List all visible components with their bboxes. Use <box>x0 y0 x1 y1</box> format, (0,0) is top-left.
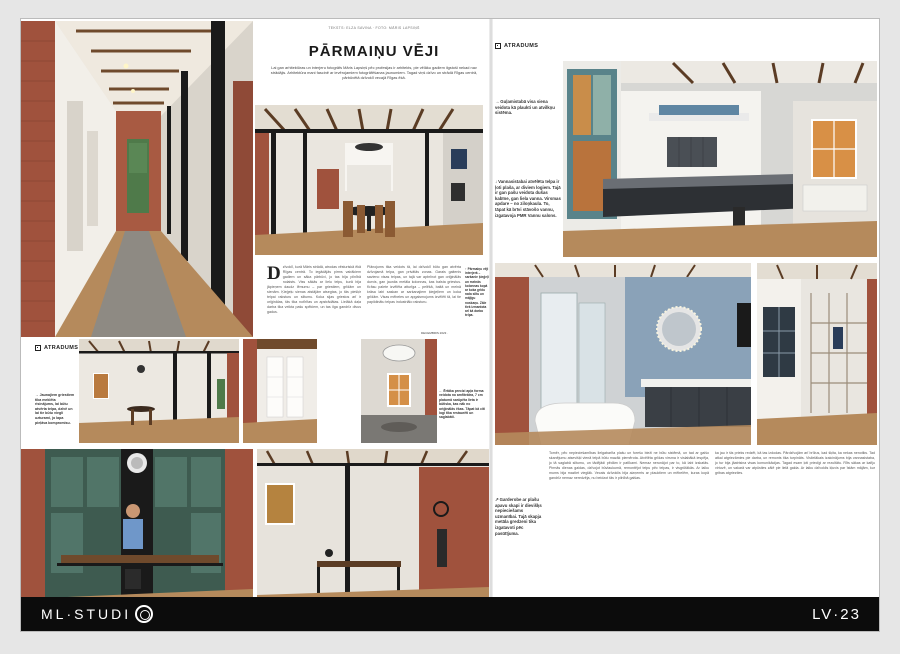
arrow-up-right-icon: ↗ <box>495 497 499 502</box>
magazine-spread <box>20 18 880 632</box>
caption-window: ←Ērtāka precizi apļa forma veidota no amfiteātra, 7 cm platumā sarūpēta lieta ir būtiska, kas nāk no oriģinālās ēkas. Tāpat kā citi logi tika restaurēti un saglabāti. <box>439 389 485 420</box>
arrow-right-icon: → <box>495 99 500 104</box>
brand-logo: ML·STUDI <box>41 605 153 623</box>
kicker-left: ATRADUMS <box>35 345 78 351</box>
photo-bedroom <box>563 61 877 257</box>
photo-wardrobe <box>757 263 877 445</box>
caption-bathroom: ↓Vannasistabai atvēlēta telpa ir ļoti plaša, ar diviem logiem. Tajā ir gan pašu veidota dušas kabīne, gan liela vanna. Virsmas apdare – no ziloņkaula. To, tāpat kā brīvi stāvošo vannu, izgatavoja PMR Vannu salons. <box>495 179 561 218</box>
photo-bathroom <box>495 263 751 445</box>
arrow-left-icon: ← <box>439 389 443 393</box>
photo-living-room <box>255 105 483 255</box>
article-column-right: Plānojums tika veidots tā, lai dzīvoklī būtu gan atvērta dzīvojamā telpa, gan privātās zonas. Garais gaitenis savieno visas telpas, un tajā var apbrīnot gan oriģinālās durvis, gan jaunās metāla kolonnas, kas balsta griestus. Krāsu palete izvēlēta atturīga – pelēkā, baltā un melnā krāsa labi saskan ar sarkanajiem ķieģeļiem un koka grīdām. Visas mēbeles un apgaismojums izvēlēti tā, lai tie papildinātu telpas industriālo raksturu. <box>367 265 461 305</box>
square-icon <box>495 43 501 49</box>
photo-studio <box>21 449 253 615</box>
kicker-right: ATRADUMS <box>495 43 538 49</box>
photo-corridor <box>21 21 253 337</box>
right-column-1: Tomēr, pēc nepieciešamības lielgabarīta plašu un forešu bieži ne būtu sistēmā, un tad ar gaišo skanējumu atsevišķi vienā telpā būtu mazāk piemērota. Atvēlēta grīdas virsma ir vislabākā iespēja, jo tā saglabā siltumu, un tādējādi pēdām ir patīkami. Nemaz nerunājot par to, kā labi izskatās. Pirmās dienas gaidas, dzīvojot būvlaukumā, remontējot telpu pēc telpas, ir visgrūtākās. Ar laiku mums bija mazliet vieglāk. Vecais dzīvoklis bija aizņemts ar plauktiem un mēbelēm, kuras kopā gandrīz nemaz neredzēja, nu beidzot tās ir pilnībā gaišas. <box>549 451 709 481</box>
dropcap: D <box>267 265 281 284</box>
photo-window <box>361 339 437 443</box>
square-icon <box>35 345 41 351</box>
photo-doors <box>243 339 317 443</box>
right-column-2: ka jau ir šis prieks redzēt, kā tas izdodas. Pārdzīvojām arī brīžus, kad šķita, ka nekas nenotiks. Tad atkal atgriezāmies pie darba, un remonts tika turpināts. Vislielākais izaicinājums bija vannasistaba, jo tur bija jāatrisina visas komunikācijas. Tagad esam ļoti priecīgi ar rezultātu. Rīts sākas ar kafiju virtuvē, un vakarā var atpūsties zālē pie lielā galda. Ar laiku dzīvoklis kļuvis par īstām mājām, kur gribas atgriezties. <box>715 451 875 476</box>
deko-date-small: DECEMBRIS 2023 · <box>421 331 449 335</box>
caption-bedroom: →Guļamistabā visa siena veidota kā plaukti un atvilkņu sistēma. <box>495 99 555 116</box>
article-column-left-text: zīvoklī, kurā Māris strādā, atrodas vēsturiskā ēkā Rīgas centrā. To iegādājās pirms vairākiem gadiem un sāka pārbūvi, jo tas bija pilnībā nolaists. Viss sākās ar lielu telpu, kurā bija jāpieņem daudz lēmumu – par griestiem, grīdām un sienām. Ķieģeļu sienas atstājām atsegtas, jo tās piešķir telpai raksturu un siltumu. Koka sijas griestos arī ir oriģinālas, tās tika notīrītas un apstrādātas. Lielākā daļa darba tika veikta pašu spēkiem, un tas ilga gandrīz divus gadus. <box>267 265 361 315</box>
caption-wardrobe: ↗Garderobe ar plašu apavu skapi ir dievišķs nepieciešams uzmanībai. Tajā skapja metāla gredzeni tika izgatavoti pēc pasūtījuma. <box>495 497 542 536</box>
caption-photo1: ↑Pārmaiņu vēji interjerā – sarkanie ķieģeļi un melnās kolonnas kopā ar koka grīdu rada siltu un mājīgu noskaņu. Zāle tiek izmantota arī kā darba telpa. <box>465 267 489 318</box>
arrow-right-icon: → <box>35 393 39 397</box>
photo-dining-hall <box>79 339 239 443</box>
article-title: PĀRMAIŅU VĒJI <box>308 43 440 60</box>
article-byline: TEKSTS: ELZA SAVINA · FOTO: MĀRIS LAPSIŅŠ <box>328 26 420 30</box>
article-column-left <box>267 265 361 339</box>
arrow-down-icon: ↓ <box>495 179 498 184</box>
gutter-shadow <box>489 19 493 615</box>
page-number: LV·23 <box>812 605 861 623</box>
logo-ring-icon <box>135 605 153 623</box>
photo-worktable <box>257 449 489 615</box>
arrow-icon: ↑ <box>465 267 467 271</box>
article-lead: Lai gan arhitektūras un interjeru fotogrāfs Māris Lapsiņš pēc profesijas ir arhitekts, pie vēlāku gadiem ilgstoši nekad nav strādājis. Arhitektūra mani fascinē ar ievērojamiem fotogrāfēšanas jaunumiem. Tagad viņš dzīvo un strādā Rīgas centrā, pārbūvētā dzīvoklī vecajā Rīgas ēkā. <box>270 65 478 80</box>
caption-hall: →Jaunajiem griestiem tika meklēta risinājums, lai būtu atvērta telpa, dzīvē un lai tie būtu viegli uzturami, jo lapa pieļāva kompromisu. <box>35 393 75 425</box>
footer-bar <box>21 597 880 631</box>
